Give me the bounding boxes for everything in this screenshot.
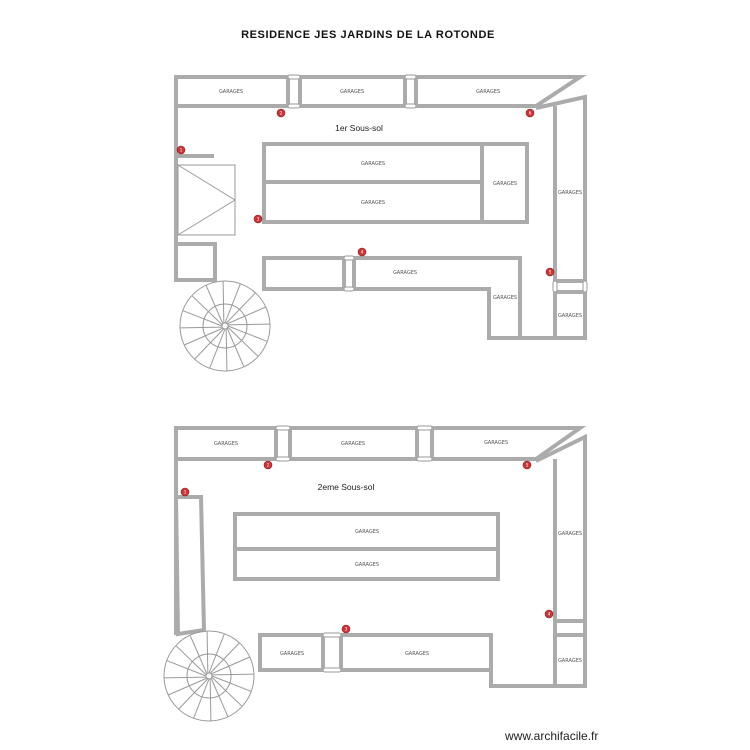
svg-text:2: 2 <box>266 462 270 468</box>
stair-tread <box>207 631 208 673</box>
garage-label: GARAGES <box>354 529 380 535</box>
level-1-door <box>583 281 587 292</box>
stair-tread <box>223 281 224 323</box>
level-2-central-block <box>235 514 498 579</box>
garage-label: GARAGES <box>557 658 583 664</box>
svg-text:5: 5 <box>525 462 529 468</box>
garage-label: GARAGES <box>492 181 518 187</box>
level-2-door <box>276 426 290 430</box>
level-1-right-wall <box>264 97 585 338</box>
garage-label: GARAGES <box>475 89 501 95</box>
stair-tread <box>180 327 222 328</box>
garage-label: GARAGES <box>404 651 430 657</box>
plan-title: RESIDENCE JES JARDINS DE LA ROTONDE <box>241 29 495 41</box>
level-1-door <box>288 104 300 108</box>
level-2-right-wall <box>260 437 585 686</box>
garage-label: GARAGES <box>557 531 583 537</box>
photo-marker[interactable] <box>358 248 366 256</box>
level-2-door <box>323 668 341 672</box>
svg-text:6: 6 <box>528 110 532 116</box>
photo-marker[interactable] <box>264 461 272 469</box>
photo-marker[interactable] <box>523 461 531 469</box>
level-2-door <box>417 457 432 461</box>
svg-text:3: 3 <box>256 216 260 222</box>
garage-label: GARAGES <box>279 651 305 657</box>
level-1-door <box>344 256 354 260</box>
photo-marker[interactable] <box>177 146 185 154</box>
stair-tread <box>212 674 254 675</box>
garage-label: GARAGES <box>339 89 365 95</box>
level-1-door <box>553 281 557 292</box>
svg-text:3: 3 <box>344 626 348 632</box>
level-2-door <box>323 633 341 637</box>
garage-label: GARAGES <box>360 161 386 167</box>
garage-label: GARAGES <box>392 270 418 276</box>
level-1-plan <box>176 75 587 371</box>
photo-marker[interactable] <box>545 610 553 618</box>
level-2-ramp <box>176 497 204 634</box>
watermark: www.archifacile.fr <box>505 729 599 743</box>
photo-marker[interactable] <box>277 109 285 117</box>
svg-text:2: 2 <box>279 110 283 116</box>
level-1-door <box>405 75 416 79</box>
garage-label: GARAGES <box>360 200 386 206</box>
level-1-name: 1er Sous-sol <box>335 123 383 133</box>
garage-label: GARAGES <box>492 295 518 301</box>
level-1-stair-arrow <box>178 165 235 235</box>
level-1-door <box>405 104 416 108</box>
level-2-name: 2eme Sous-sol <box>317 482 375 492</box>
stair-tread <box>164 677 206 678</box>
svg-text:4: 4 <box>360 249 364 255</box>
level-2-door <box>276 457 290 461</box>
garage-label: GARAGES <box>557 313 583 319</box>
level-2-door <box>417 426 432 430</box>
stair-tread <box>226 329 227 371</box>
garage-label: GARAGES <box>557 190 583 196</box>
level-1-door <box>288 75 300 79</box>
level-1-small-room <box>176 244 215 280</box>
photo-marker[interactable] <box>342 625 350 633</box>
photo-marker[interactable] <box>181 488 189 496</box>
level-1-stair-ramp <box>178 165 235 235</box>
garage-label: GARAGES <box>354 562 380 568</box>
level-1-spiral-staircase <box>180 281 270 371</box>
svg-text:1: 1 <box>183 489 187 495</box>
level-2-plan <box>164 426 585 721</box>
photo-marker[interactable] <box>526 109 534 117</box>
svg-text:1: 1 <box>179 147 183 153</box>
garage-label: GARAGES <box>213 441 239 447</box>
garage-label: GARAGES <box>483 440 509 446</box>
garage-label: GARAGES <box>340 441 366 447</box>
photo-marker[interactable] <box>254 215 262 223</box>
level-1-outer-wall <box>176 77 580 150</box>
level-2-spiral-staircase <box>164 631 254 721</box>
stair-tread <box>210 679 211 721</box>
svg-text:5: 5 <box>548 269 552 275</box>
photo-marker[interactable] <box>546 268 554 276</box>
stair-tread <box>228 324 270 325</box>
garage-label: GARAGES <box>218 89 244 95</box>
svg-text:4: 4 <box>547 611 551 617</box>
level-1-door <box>344 287 354 291</box>
